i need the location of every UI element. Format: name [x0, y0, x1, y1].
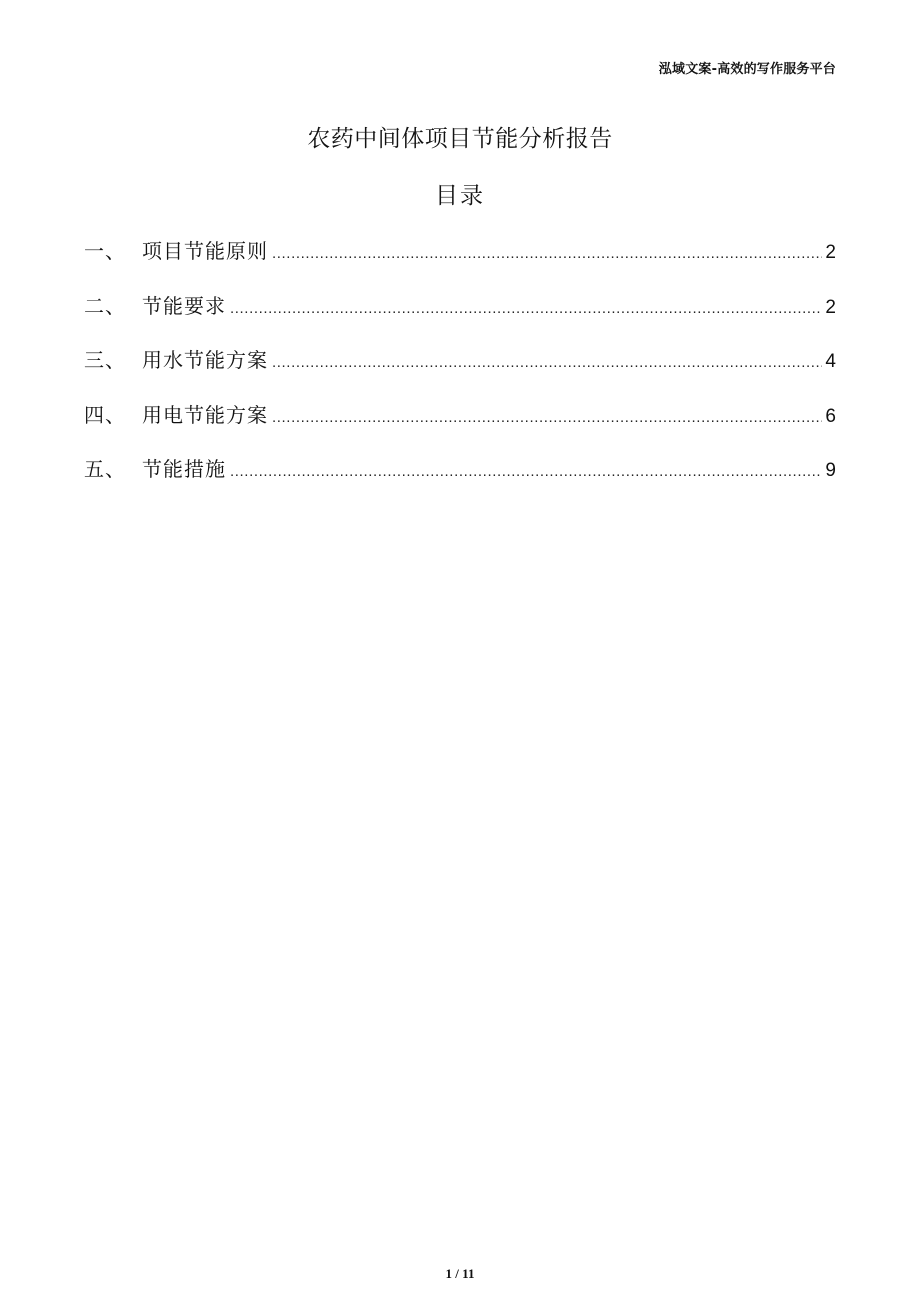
toc-entry-page[interactable]: 2: [825, 296, 836, 318]
toc-entry-label[interactable]: 项目节能原则: [142, 239, 268, 263]
toc-entry-number: 二、: [84, 293, 126, 318]
toc-dot-leader: [272, 404, 822, 432]
toc-entry-label[interactable]: 节能要求: [142, 293, 226, 318]
toc-entry-number: 一、: [84, 239, 126, 263]
page-indicator: 1 / 11: [445, 1266, 475, 1281]
toc-dot-leader: [272, 349, 822, 377]
document-title: 农药中间体项目节能分析报告: [307, 126, 613, 152]
toc-entry[interactable]: [84, 346, 836, 401]
toc-entry-label[interactable]: 用电节能方案: [142, 402, 268, 427]
toc-dot-leader: [230, 295, 822, 323]
toc-entry-label[interactable]: 用水节能方案: [142, 348, 268, 372]
toc-entry[interactable]: [84, 455, 836, 510]
header-brand: 泓域文案-高效的写作服务平台: [658, 62, 836, 77]
toc-entry-page[interactable]: 6: [825, 405, 836, 427]
toc-entry-page[interactable]: 9: [825, 460, 836, 481]
toc-entry-number: 五、: [84, 457, 126, 481]
toc-entry-label[interactable]: 节能措施: [142, 457, 226, 481]
toc-entry-page[interactable]: 4: [825, 351, 836, 372]
toc-entry[interactable]: [84, 237, 836, 292]
toc-entry-number: 三、: [84, 348, 126, 372]
toc-entry-number: 四、: [84, 402, 126, 427]
toc-entry[interactable]: [84, 292, 836, 347]
toc-entry-page[interactable]: 2: [825, 242, 836, 263]
toc-entry[interactable]: [84, 401, 836, 456]
toc-dot-leader: [230, 458, 822, 486]
table-of-contents: [84, 237, 836, 510]
toc-dot-leader: [272, 240, 822, 268]
toc-heading: 目录: [435, 183, 485, 209]
